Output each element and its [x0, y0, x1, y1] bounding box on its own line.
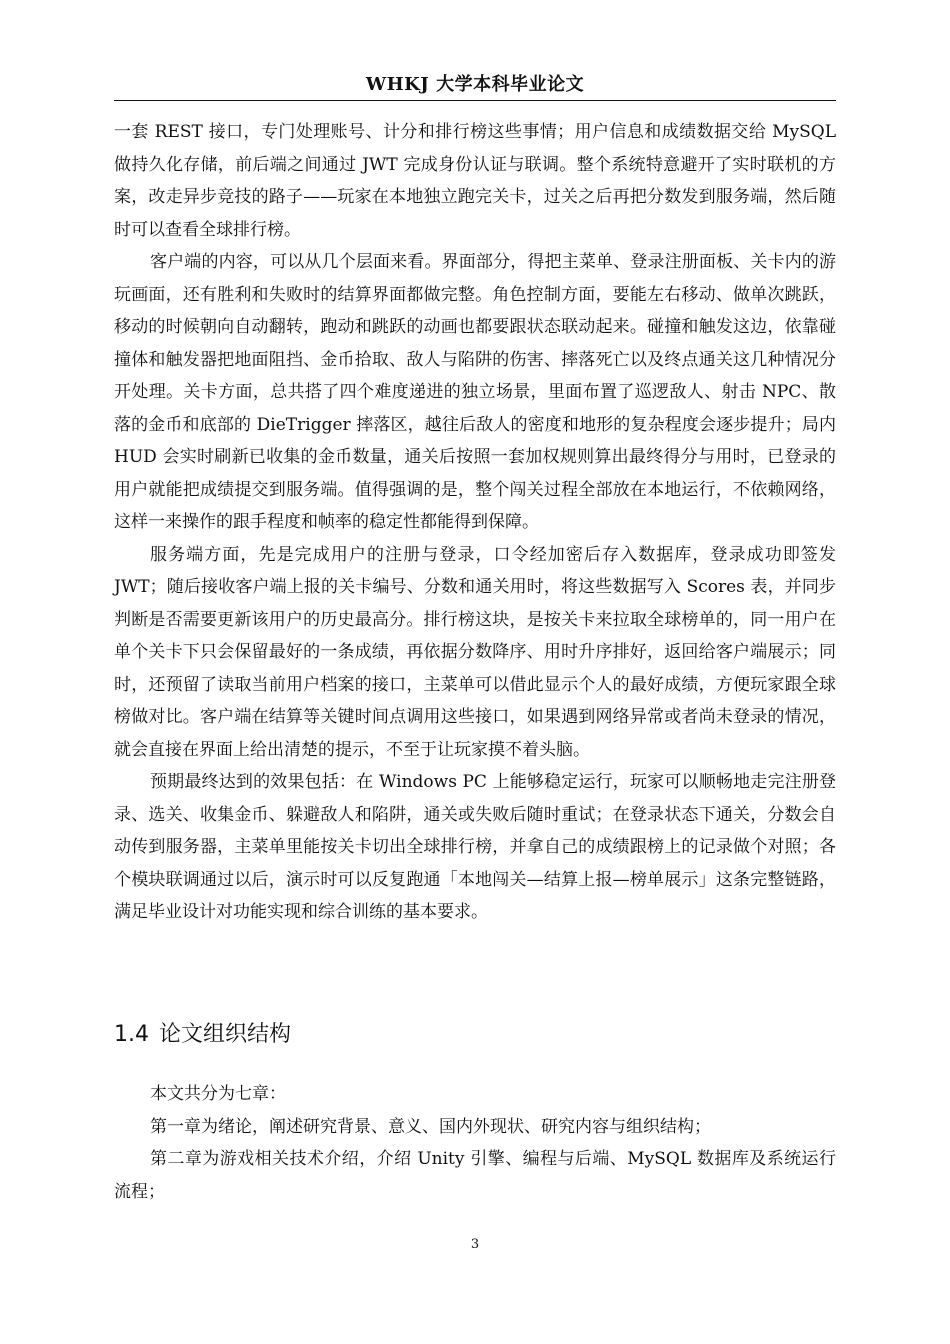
paragraph: 本文共分为七章：	[150, 1084, 286, 1104]
body-text	[114, 116, 836, 929]
paragraph: 第二章为游戏相关技术介绍，介绍 Unity 引擎、编程与后端、MySQL 数据库及系统运行流程；	[114, 1149, 836, 1202]
section-number: 1.4	[114, 1022, 149, 1047]
outline-text	[114, 1078, 836, 1208]
paragraph: 客户端的内容，可以从几个层面来看。界面部分，得把主菜单、登录注册面板、关卡内的游玩画面，还有胜利和失败时的结算界面都做完整。角色控制方面，要能左右移动、做单次跳跃，移动的时候朝向自动翻转，跑动和跳跃的动画也都要跟状态联动起来。碰撞和触发这边，依靠碰撞体和触发器把地面阻挡、金币拾取、敌人与陷阱的伤害、摔落死亡以及终点通关这几种情况分开处理。关卡方面，总共搭了四个难度递进的独立场景，里面布置了巡逻敌人、射击 NPC、散落的金币和底部的 DieTrigger 摔落区，越往后敌人的密度和地形的复杂程度会逐步提升；局内 HUD 会实时刷新已收集的金币数量，通关后按照一套加权规则算出最终得分与用时，已登录的用户就能把成绩提交到服务端。值得强调的是，整个闯关过程全部放在本地运行，不依赖网络，这样一来操作的跟手程度和帧率的稳定性都能得到保障。	[114, 252, 836, 532]
paragraph: 第一章为绪论，阐述研究背景、意义、国内外现状、研究内容与组织结构；	[150, 1116, 711, 1137]
header-divider	[114, 100, 836, 101]
paragraph: 服务端方面，先是完成用户的注册与登录，口令经加密后存入数据库，登录成功即签发 JWT；随后接收客户端上报的关卡编号、分数和通关用时，将这些数据写入 Scores 表，并同步判断是否需要更新该用户的历史最高分。排行榜这块，是按关卡来拉取全球榜单的，同一用户在单个关卡下只会保留最好的一条成绩，再依据分数降序、用时升序排好，返回给客户端展示；同时，还预留了读取当前用户档案的接口，主菜单可以借此显示个人的最好成绩，方便玩家跟全球榜做对比。客户端在结算等关键时间点调用这些接口，如果遇到网络异常或者尚未登录的情况，就会直接在界面上给出清楚的提示，不至于让玩家摸不着头脑。	[114, 544, 836, 760]
paragraph: 预期最终达到的效果包括：在 Windows PC 上能够稳定运行，玩家可以顺畅地走完注册登录、选关、收集金币、躲避敌人和陷阱，通关或失败后随时重试；在登录状态下通关，分数会自动传到服务器，主菜单里能按关卡切出全球排行榜，并拿自己的成绩跟榜上的记录做个对照；各个模块联调通过以后，演示时可以反复跑通「本地闯关—结算上报—榜单展示」这条完整链路，满足毕业设计对功能实现和综合训练的基本要求。	[114, 772, 836, 922]
section-title: 论文组织结构	[159, 1022, 292, 1047]
paragraph: 一套 REST 接口，专门处理账号、计分和排行榜这些事情；用户信息和成绩数据交给 MySQL 做持久化存储，前后端之间通过 JWT 完成身份认证与联调。整个系统特意避开了实时联机的方案，改走异步竞技的路子——玩家在本地独立跑完关卡，过关之后再把分数发到服务端，然后随时可以查看全球排行榜。	[114, 122, 836, 240]
page-number: 3	[470, 1237, 480, 1252]
page-header: WHKJ 大学本科毕业论文	[365, 74, 585, 95]
section-heading	[114, 1018, 836, 1052]
